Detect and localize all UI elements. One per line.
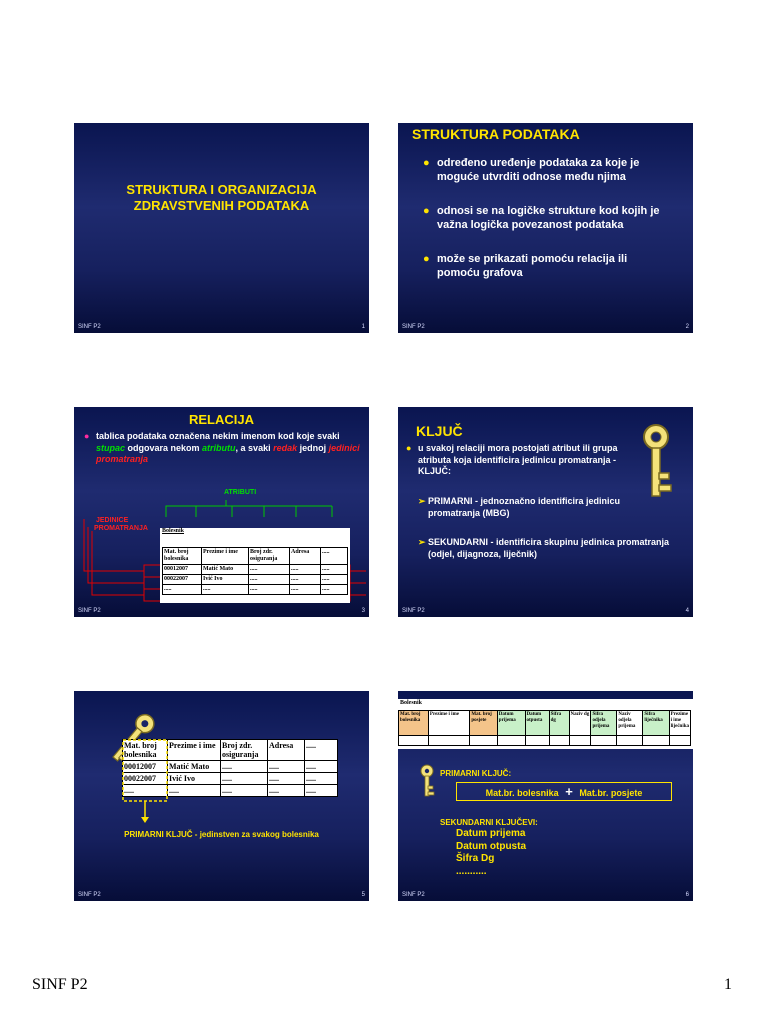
table-header-cell: Šifra dg <box>549 711 569 736</box>
slide-number: 5 <box>361 892 365 898</box>
page-number: 1 <box>724 976 732 993</box>
slide-number: 4 <box>685 608 689 614</box>
table-cell: 00012007 <box>123 761 168 773</box>
def-text: jednoj <box>297 442 329 453</box>
table-cell: ..... <box>221 785 268 797</box>
table-cell: ..... <box>290 575 321 585</box>
table-header-cell: Šifra liječnika <box>643 711 669 736</box>
slide-footer: SINF P2 <box>402 324 425 330</box>
bullet-dot-icon: ● <box>406 443 412 453</box>
def-text: odgovara nekom <box>125 442 203 453</box>
table-cell: ..... <box>321 585 348 595</box>
slide-title: KLJUČ <box>416 423 463 439</box>
table-header-cell: ..... <box>305 740 338 761</box>
table-cell <box>617 736 643 746</box>
atributi-label: ATRIBUTI <box>224 489 257 496</box>
secondary-keys-list <box>456 828 526 878</box>
title-line-1: STRUKTURA I ORGANIZACIJA <box>126 182 317 197</box>
slide-number: 1 <box>361 324 365 330</box>
def-highlight: jedinici promatranja <box>96 442 360 464</box>
page-footer: SINF P2 <box>32 976 88 993</box>
table-cell: ..... <box>305 761 338 773</box>
bullet-list <box>423 156 663 280</box>
slide-number: 3 <box>361 608 365 614</box>
slide-footer: SINF P2 <box>78 892 101 898</box>
table-cell: ..... <box>290 585 321 595</box>
table-cell: 00022007 <box>123 773 168 785</box>
bullet-item <box>423 204 663 232</box>
table-header-cell: Adresa <box>290 548 321 565</box>
table-name: Bolesnik <box>162 528 185 534</box>
table-cell <box>497 736 525 746</box>
table-cell: 00022007 <box>163 575 202 585</box>
table-cell: ..... <box>305 785 338 797</box>
bullet-text: određeno uređenje podataka za koje je moguće utvrditi odnose među njima <box>437 157 640 183</box>
key-bullet <box>406 443 643 478</box>
sub-bullet-sekundarni <box>418 537 683 560</box>
table-header-row <box>399 711 691 736</box>
table-cell: ..... <box>321 565 348 575</box>
table-cell: ..... <box>268 773 305 785</box>
table-header-cell: Mat. broj bolesnika <box>123 740 168 761</box>
secondary-key-item: Datum otpusta <box>456 840 526 852</box>
table-cell: ..... <box>305 773 338 785</box>
table-cell: ..... <box>168 785 221 797</box>
slide-3 <box>74 407 369 617</box>
table-header-cell: Adresa <box>268 740 305 761</box>
table-header-cell: Prezime i ime <box>168 740 221 761</box>
slide-footer: SINF P2 <box>402 608 425 614</box>
bullet-text: odnosi se na logičke strukture kod kojih je važna logička povezanost podataka <box>437 205 660 231</box>
bullet-dot-icon: ● <box>423 205 430 217</box>
table-cell: ..... <box>249 565 290 575</box>
bullet-dot-icon: ● <box>423 253 430 265</box>
box-left-text: Mat.br. bolesnika <box>485 788 559 798</box>
slide-footer: SINF P2 <box>78 608 101 614</box>
table-cell: ..... <box>123 785 168 797</box>
bullet-item <box>423 156 663 184</box>
table-cell: 00012007 <box>163 565 202 575</box>
slide-title: RELACIJA <box>188 412 254 427</box>
table-cell <box>525 736 549 746</box>
table-cell: ..... <box>268 785 305 797</box>
table-cell <box>470 736 497 746</box>
table-cell <box>549 736 569 746</box>
table-cell <box>428 736 469 746</box>
bullet-item <box>423 252 663 280</box>
sekundarni-label: SEKUNDARNI KLJUČEVI: <box>440 818 538 827</box>
title-line-2: ZDRAVSTVENIH PODATAKA <box>133 198 310 213</box>
primarni-label: PRIMARNI KLJUČ: <box>440 769 512 778</box>
table-row <box>163 565 348 575</box>
def-highlight: redak <box>273 442 298 453</box>
table-header-cell: Datum otpusta <box>525 711 549 736</box>
primary-key-caption: PRIMARNI KLJUČ - jedinstven za svakog bolesnika <box>124 830 319 839</box>
table-cell: ..... <box>290 565 321 575</box>
table-row <box>163 575 348 585</box>
sub-bullet-text: SEKUNDARNI - identificira skupinu jedinica promatranja (odjel, dijagnoza, liječnik) <box>428 537 670 559</box>
bullet-dot-icon: ● <box>84 431 90 441</box>
secondary-key-item: ........... <box>456 865 487 877</box>
table-header-cell: Šifra odjela prijema <box>591 711 617 736</box>
slide-number: 6 <box>685 892 689 898</box>
table-cell: ..... <box>221 761 268 773</box>
slide-footer: SINF P2 <box>402 892 425 898</box>
slide-title: STRUKTURA PODATAKA <box>412 126 580 142</box>
primary-key-highlight <box>74 691 369 901</box>
table-row <box>399 736 691 746</box>
table-header-cell: Mat. broj bolesnika <box>163 548 202 565</box>
table-cell: Ivić Ivo <box>202 575 249 585</box>
table-cell: ..... <box>163 585 202 595</box>
slide-4 <box>398 407 693 617</box>
table-cell <box>569 736 591 746</box>
table-cell <box>669 736 690 746</box>
table-header-cell: Prezime i ime <box>202 548 249 565</box>
table-cell <box>399 736 429 746</box>
table-header-cell: ..... <box>321 548 348 565</box>
table-cell: ..... <box>249 575 290 585</box>
secondary-key-item: Šifra Dg <box>456 853 495 864</box>
arrow-bullet-icon: ➢ <box>418 537 426 547</box>
table-header-cell: Naziv odjela prijema <box>617 711 643 736</box>
jedinice-line-1: JEDINICE <box>96 517 129 524</box>
slide-footer: SINF P2 <box>78 324 101 330</box>
table-cell: Ivić Ivo <box>168 773 221 785</box>
table-header-cell: Prezime i ime <box>428 711 469 736</box>
def-highlight: atributu <box>202 442 236 453</box>
table-header-cell: Mat. broj bolesnika <box>399 711 429 736</box>
table-cell <box>643 736 669 746</box>
slide-number: 2 <box>685 324 689 330</box>
table-header-cell: Broj zdr. osiguranja <box>221 740 268 761</box>
sub-bullet-text: PRIMARNI - jednoznačno identificira jedinicu promatranja (MBG) <box>428 496 621 518</box>
box-right-text: Mat.br. posjete <box>579 788 643 798</box>
table-header-cell: Mat. broj posjete <box>470 711 497 736</box>
table-name: Bolesnik <box>400 700 423 706</box>
bullet-dot-icon: ● <box>423 157 430 169</box>
bullet-text: može se prikazati pomoću relacija ili pomoću grafova <box>437 253 628 279</box>
table-cell <box>591 736 617 746</box>
slide-title <box>74 182 369 214</box>
slide-1 <box>74 123 369 333</box>
slide-6 <box>398 691 693 901</box>
table-cell: ..... <box>221 773 268 785</box>
table-cell: Matić Mato <box>168 761 221 773</box>
def-text: , a svaki <box>235 442 274 453</box>
table-header-cell: Naziv dg <box>569 711 591 736</box>
arrow-bullet-icon: ➢ <box>418 496 426 506</box>
table-header-cell: Datum prijema <box>497 711 525 736</box>
table-cell: ..... <box>202 585 249 595</box>
bullet-text: u svakoj relaciji mora postojati atribut ili grupa atributa koja identificira jedinicu promatranja - KLJUČ: <box>418 443 618 476</box>
table-row <box>163 585 348 595</box>
table-header-cell: Prezime i ime liječnika <box>669 711 690 736</box>
relation-table <box>162 547 348 595</box>
table-cell: ..... <box>321 575 348 585</box>
table-header-cell: Broj zdr. osiguranja <box>249 548 290 565</box>
slide-2 <box>398 123 693 333</box>
table-cell: ..... <box>249 585 290 595</box>
def-text: tablica podataka označena nekim imenom kod koje svaki <box>96 431 340 441</box>
sub-bullet-primarni <box>418 496 668 519</box>
slide-5 <box>74 691 369 901</box>
jedinice-line-2: PROMATRANJA <box>94 525 148 532</box>
key-icon <box>416 764 438 798</box>
table-header-row <box>163 548 348 565</box>
plus-symbol: + <box>565 784 573 799</box>
secondary-key-item: Datum prijema <box>456 828 526 839</box>
def-highlight: stupac <box>96 442 126 453</box>
primary-key-box <box>456 782 672 801</box>
table-cell: Matić Mato <box>202 565 249 575</box>
table-cell: ..... <box>268 761 305 773</box>
visit-table <box>398 710 691 746</box>
